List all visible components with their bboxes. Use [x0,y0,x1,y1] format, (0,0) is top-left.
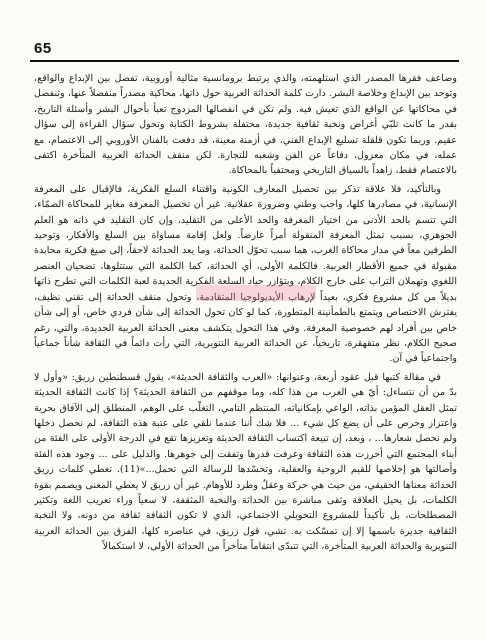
header-divider [30,60,459,62]
paragraph: وبالتأكيد، فلا علاقة تذكر بين تحصيل المعارف الكونية واقتناء السلع الفكرية، فالإقبال على المعرفة الإنسانية، في مصادرها كلها، واجب وطني وضرورة عقلانية. غير أن تحصيل المعرفة مغاير للمحاكاة الصمّاء، التي تتسم بالحد الأدنى من اختيار المعرفة والحد الأعلى من التقليد، وإن كان التقليد في ذاته هو العلم الجوهري، بسبب تمثل المعرفة المنقولة أمراً عارضاً. ولعل إقامة مساواة بين السلع والأفكار، وتوحيد الطرفين معاً في مدار محاكاة الغرب، هما سبب تحوّل الحداثة، وما يعد الحداثة لاحقاً، إلى صيغ فكرية محايدة مقبولة في جميع الأقطار العربية. فالكلمة الأولى، أي الحداثة، كما الكلمة التي ستتلوها، تضحيان العنصر اللغوي وتهملان التراب على خارج الكلام، ويتؤازر حياد السلعة الفكرية الجديدة لعبة الكلمات التي تطرح ذاتها بديلاً من كل مشروع فكري، بعيداً لإرهاب الأيديولوجيا المتقادمة، وتحول منقف الحداثة إلى تقني نظيف، يفترش الاختصاص ويتمتع بالطمأنينة المتطورة، كما لو كان تحول الحداثة إلى شأن فردي خاص، أو إلى شأن خاص بين أفراد لهم خصوصية المعرفة. وفي هذا التحول يتكشف معنى الحداثة العربية الجديدة، والتي، رغم صحيح الكلام، نظر متقهقرة، تاريخياً، عن الحداثة العربية التنويرية، التي رأت دائماً في الثقافة شأناً جماعياً واجتماعياً في آن. [34,183,457,365]
body-text [34,71,457,632]
page-number: 65 [34,40,52,57]
paragraph: وضاعف فقرها المصدر الذي استلهمته، والذي يرتبط برومانسية مثالية أوروبية، تفصل بين الإبداع والواقع، وتوحد بين الإبداع وخلاصة البشر. دارت كلمة الحداثة العربية حول ذاتها، محاكية مصدراً منفصلاً عنها، وتنفصل في محاكاتها عن الواقع الذي تعيش فيه. ولم تكن في انفصالها المزدوج تعبأ بأحوال البشر وأسئلة التاريخ، بقدر ما كانت تلبّي أغراض ونخبة ثقافية جديدة، محتفلة بشروط الكتابة وتحول سؤال القراءة إلى سؤال عقيم. وربما تكون قلقلة تسليع الإبداع الفني، في أزمنة معينة، قد دفعت بالفنان الأوروبي إلى الاعتصام، مع عمله، في مكان معزول، دفاعاً عن الفن وشعبه للتجارة. لكن منقف الحداثة العربية المتأخرة اكتفى بالاعتصام فقط، زاهداً بالسياق التاريخي ومحتفياً بالمحاكاة. [34,73,457,177]
paragraph: في مقالة كتبها قبل عقود أربعة، وعنوانها: «العرب والثقافة الحديثة»، يقول قسطنطين زريق: «وأول لا بدّ من أن نتساءل: أيّ هي العرب من هذا كله، وما موقفهم من الثقافة الحديثة؟ إذا كانت الثقافة الحديثة تمثل العقل المؤمن بذاته، الواعي بإمكانياته، المنتظم التامي، التغلّب على الوهم، المنطلق إلى الآفاق بحرية واعتزاز وحرص على أن يضع كل شيء ... فلا شك أننا عندما نلقي على عتبة هذه الثقافة، لم نحصل دخلها ولم نحصل شعارها... ، وبعد، إن تبيعة اكتساب الثقافة الحديثة وتعزيزها تقع في الدرجة الأولى على الفئة من أبناء المجتمع التي أحرزت هذه الثقافة وعرفت قدرها وتفقت إلى جوهرها. والدليل على ... وجود هذه الفئة وأصالتها هو إخلاصها للقيم الروحية والعقلية، وتحسّدها للرسالة التي تحمل...»(11). تعطي كلمات زريق الحداثة معناها الحقيقي، من حيث هي حركة وعقلٌ وطرد للأوهام. غير أن زريق لا يعطي المعنى ويصمم بقوة الكلمات، بل يحيل العلاقة وثقى مباشرة بين الحداثة والنخبة المثقفة، لا سعياً وراء تعريب اللغة وتكثير المصطلحات، بل تأكيداً للمشروع التحويلي الاجتماعي، الذي لا تكون الثقافة ثقافة من دونه، ولا النخبة الثقافية جديرة باسمها إلا إن تمسّكت به. تشي، قول زريق، في عناصره كلها، الفرق بين الحداثة العربية التنويرية والحداثة العربية المتأخرة، التي تتبدّى انتقاماً متأخراً من الحداثة الأولى، لا استكمالاً [34,371,457,553]
